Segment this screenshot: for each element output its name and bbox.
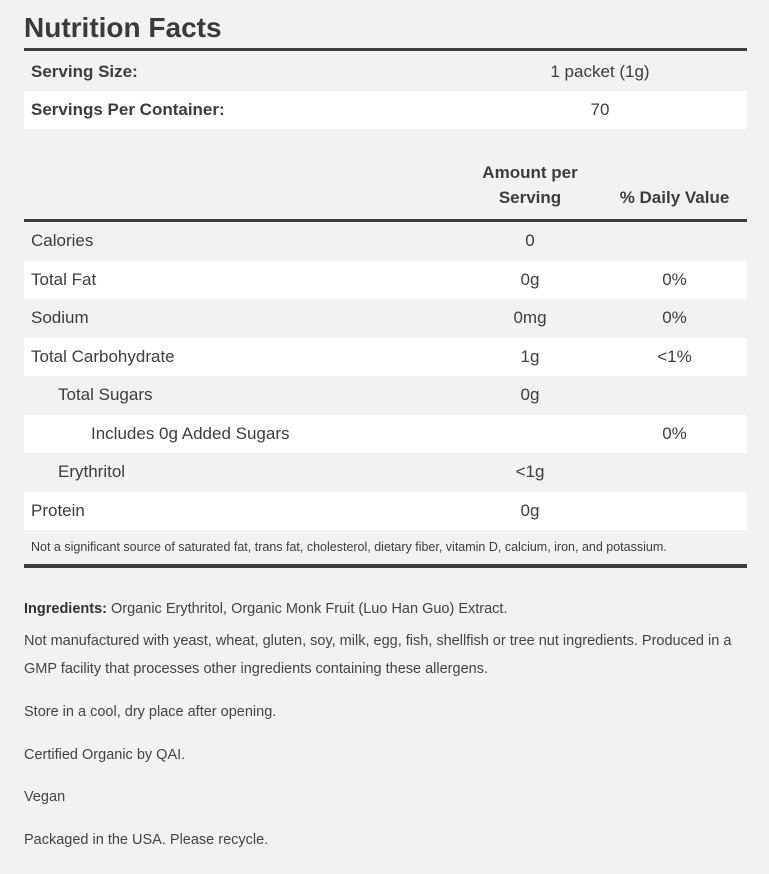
servings-per-container-row <box>24 91 747 129</box>
ingredients-label: Ingredients: <box>24 601 107 617</box>
nutrient-row <box>24 222 747 261</box>
serving-size-label: Serving Size: <box>31 62 138 81</box>
nutrient-amount: <1g <box>515 462 545 482</box>
nutrient-daily-value: <1% <box>657 346 692 366</box>
serving-size-row <box>24 53 747 91</box>
servings-per-container-label: Servings Per Container: <box>31 100 225 119</box>
nutrient-name: Includes 0g Added Sugars <box>91 423 290 443</box>
nutrient-amount: 0g <box>520 385 540 405</box>
nutrient-row <box>24 453 747 492</box>
nutrient-name: Calories <box>31 231 94 251</box>
servings-per-container-value: 70 <box>590 100 610 119</box>
nutrient-amount: 0g <box>520 269 540 289</box>
nutrient-amount: 1g <box>520 346 540 366</box>
nutrition-panel <box>24 0 747 854</box>
amount-per-serving-header: Amount per Serving <box>482 163 578 207</box>
nutrient-amount: 0mg <box>513 308 547 328</box>
nutrition-footnote: Not a significant source of saturated fat, trans fat, cholesterol, dietary fiber, vitamin D, calcium, iron, and potassium. <box>24 530 747 568</box>
nutrient-row <box>24 299 747 338</box>
storage-instructions: Store in a cool, dry place after opening. <box>24 704 277 720</box>
nutrient-amount: 0 <box>525 231 535 251</box>
nutrient-row <box>24 376 747 415</box>
vegan-statement: Vegan <box>24 789 66 805</box>
nutrient-row <box>24 338 747 377</box>
nutrient-name: Total Sugars <box>58 385 153 405</box>
nutrient-name: Total Carbohydrate <box>31 346 175 366</box>
nutrient-row <box>24 415 747 454</box>
nutrient-row <box>24 492 747 531</box>
serving-size-value: 1 packet (1g) <box>550 62 650 81</box>
nutrient-name: Protein <box>31 500 85 520</box>
nutrient-name: Total Fat <box>31 269 97 289</box>
ingredients-paragraph <box>24 595 747 623</box>
nutrient-daily-value: 0% <box>662 308 687 328</box>
nutrient-name: Erythritol <box>58 462 126 482</box>
nutrient-name: Sodium <box>31 308 89 328</box>
organic-certification: Certified Organic by QAI. <box>24 747 186 763</box>
nutrient-daily-value: 0% <box>662 423 687 443</box>
panel-title: Nutrition Facts <box>24 0 747 51</box>
nutrient-row <box>24 261 747 300</box>
packaging-statement: Packaged in the USA. Please recycle. <box>24 832 269 848</box>
daily-value-header: % Daily Value <box>619 188 730 207</box>
allergen-statement: Not manufactured with yeast, wheat, gluten, soy, milk, egg, fish, shellfish or tree nut ingredients. Produced in a GMP facility that processes other ingredients containing these allergens. <box>24 633 732 677</box>
nutrient-amount: 0g <box>520 500 540 520</box>
nutrient-daily-value: 0% <box>662 269 687 289</box>
ingredients-text: Organic Erythritol, Organic Monk Fruit (Luo Han Guo) Extract. <box>106 601 508 617</box>
nutrient-table-header <box>24 163 747 222</box>
nutrient-rows <box>24 222 747 530</box>
